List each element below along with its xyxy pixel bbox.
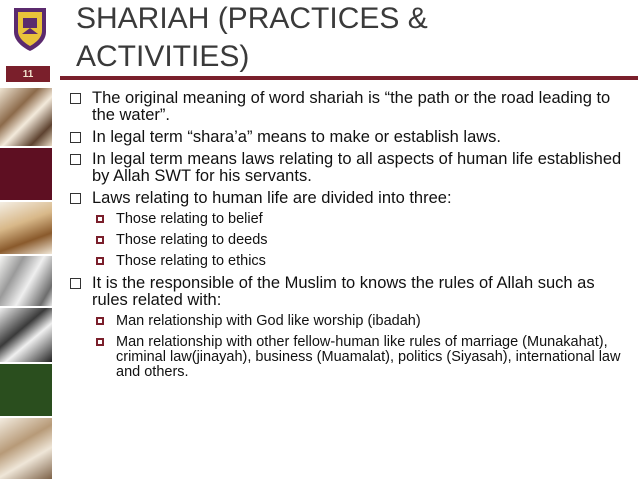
bullet-text: In legal term means laws relating to all aspects of human life established by Allah SWT for his servants. [92,150,622,185]
bullet-text: In legal term “shara’a” means to make or establish laws. [92,128,502,146]
sub-bullet-text: Those relating to ethics [116,253,266,269]
sub-bullet-item [68,212,624,227]
bullet-item [68,129,624,146]
bullet-item [68,190,624,207]
bullet-item [68,275,624,309]
sub-bullet-item [68,335,624,380]
bullet-item [68,90,624,124]
bullet-text: The original meaning of word shariah is “the path or the road leading to the water”. [92,89,611,124]
sub-bullet-item [68,233,624,248]
sub-bullet-text: Those relating to deeds [116,232,268,248]
slide-title [76,0,616,76]
slide-number: 11 [6,66,50,82]
sub-bullet-text: Man relationship with other fellow-human like rules of marriage (Munakahat), criminal law(jinayah), business (Muamalat), politics (Siyasah), international law and others. [116,334,621,380]
checkbox-bullet-icon [70,154,81,165]
bullet-text: It is the responsible of the Muslim to knows the rules of Allah such as rules related with: [92,274,595,309]
image-tile-maroon [0,148,52,200]
square-bullet-icon [96,317,104,325]
bullet-list [68,90,624,386]
checkbox-bullet-icon [70,193,81,204]
sub-bullet-text: Those relating to belief [116,211,263,227]
checkbox-bullet-icon [70,278,81,289]
square-bullet-icon [96,257,104,265]
university-logo [10,4,50,54]
title-divider [60,76,638,80]
image-tile-green [0,364,52,416]
title-line-2: ACTIVITIES) [76,40,250,73]
image-tile-open-book [0,202,52,254]
image-tile-glasses [0,256,52,306]
image-tile-pen [0,308,52,362]
sub-bullet-item [68,254,624,269]
bullet-text: Laws relating to human life are divided into three: [92,189,452,207]
sub-bullet-item [68,314,624,329]
image-tile-books [0,88,52,146]
square-bullet-icon [96,215,104,223]
bullet-item [68,151,624,185]
title-line-1: SHARIAH (PRACTICES & [76,2,428,35]
checkbox-bullet-icon [70,93,81,104]
decorative-image-strip [0,88,52,479]
image-tile-paper [0,418,52,479]
checkbox-bullet-icon [70,132,81,143]
square-bullet-icon [96,338,104,346]
sub-bullet-text: Man relationship with God like worship (ibadah) [116,313,421,329]
square-bullet-icon [96,236,104,244]
